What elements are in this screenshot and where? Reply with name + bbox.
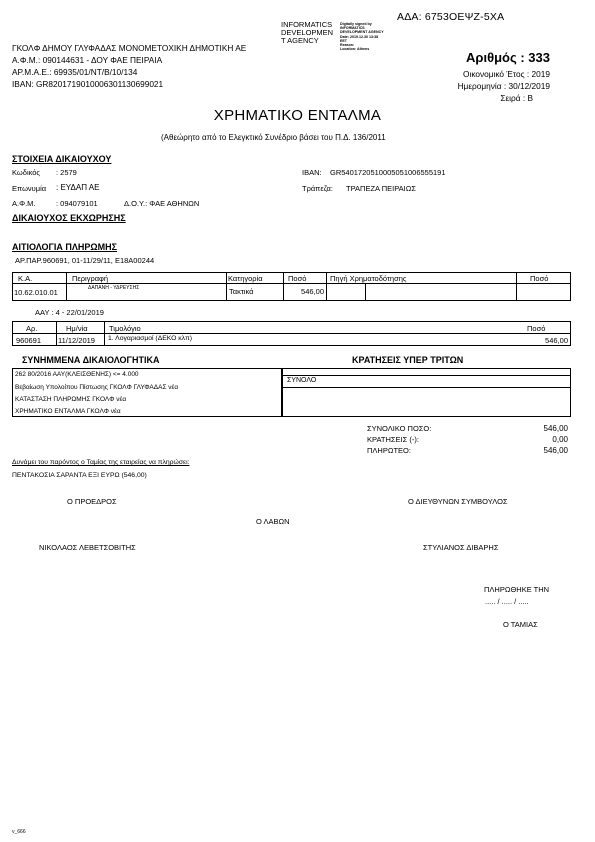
beneficiary-code-value: : 2579 <box>56 168 77 177</box>
beneficiary-iban-label: IBAN: <box>302 168 322 177</box>
fiscal-year: Οικονομικό Έτος : 2019 <box>463 69 550 79</box>
document-number: Αριθμός : 333 <box>466 50 550 65</box>
ceo-name: ΣΤΥΛΙΑΝΟΣ ΔΙΒΑΡΗΣ <box>423 543 499 552</box>
issuer-name: ΓΚΟΛΦ ΔΗΜΟΥ ΓΛΥΦΑΔΑΣ ΜΟΝΟΜΕΤΟΧΙΚΗ ΔΗΜΟΤΙΚΗ ΑΕ <box>12 43 247 53</box>
cashier-title: Ο ΤΑΜΙΑΣ <box>503 620 538 629</box>
document-title: ΧΡΗΜΑΤΙΚΟ ΕΝΤΑΛΜΑ <box>213 107 382 124</box>
beneficiary-name-label: Επωνυμία <box>12 184 47 193</box>
total-value: 546,00 <box>543 424 568 433</box>
col-header-ka: Κ.Α. <box>18 274 33 283</box>
footer-code: ν_666 <box>12 829 26 835</box>
attachments-heading: ΣΥΝΗΜΜΕΝΑ ΔΙΚΑΙΟΛΟΓΗΤΙΚΑ <box>22 355 160 365</box>
col-header-number: Αρ. <box>26 324 38 333</box>
beneficiary-iban-value: GR5401720510005051006555191 <box>330 168 446 177</box>
document-series: Σειρά : Β <box>500 93 533 103</box>
beneficiary-code-label: Κωδικός <box>12 168 41 177</box>
beneficiary-heading: ΣΤΟΙΧΕΙΑ ΔΙΚΑΙΟΥΧΟΥ <box>12 154 112 164</box>
col-header-category: Κατηγορία <box>228 274 263 283</box>
paid-label: ΠΛΗΡΩΘΗΚΕ ΤΗΝ <box>484 585 550 594</box>
total-label: ΣΥΝΟΛΙΚΟ ΠΟΣΟ: <box>367 424 432 433</box>
row-invoice: 1. Λογαριασμοί (ΔΕΚΟ κλπ) <box>108 335 193 342</box>
row-ka: 10.62.010.01 <box>14 288 58 297</box>
col-header-description: Περιγραφή <box>72 274 109 283</box>
attachment-item: ΚΑΤΑΣΤΑΣΗ ΠΛΗΡΩΜΗΣ ΓΚΟΛΦ νέα <box>15 396 127 403</box>
president-name: ΝΙΚΟΛΑΟΣ ΛΕΒΕΤΣΟΒΙΤΗΣ <box>39 543 136 552</box>
ceo-title: Ο ΔΙΕΥΘΥΝΩΝ ΣΥΜΒΟΥΛΟΣ <box>408 497 508 506</box>
deductions-heading: ΚΡΑΤΗΣΕΙΣ ΥΠΕΡ ΤΡΙΤΩΝ <box>352 355 464 365</box>
signature-stamp <box>281 21 401 53</box>
payable-value: 546,00 <box>543 446 568 455</box>
issuer-arma: ΑΡ.Μ.Α.Ε.: 69935/01/ΝΤ/Β/10/134 <box>12 67 138 77</box>
stamp-left-text: INFORMATICS DEVELOPMEN T AGENCY <box>281 20 334 45</box>
row-description: ΔΑΠΑΝΗ - ΥΔΡΕΥΣΗΣ <box>88 285 140 291</box>
col-header-invoice: Τιμολόγιο <box>109 324 141 333</box>
beneficiary-bank-value: ΤΡΑΠΕΖΑ ΠΕΙΡΑΙΩΣ <box>346 184 416 193</box>
col-header-date: Ημ/νία <box>66 324 88 333</box>
deductions-total-value: 0,00 <box>552 435 568 444</box>
row-invoice-amount: 546,00 <box>545 336 568 345</box>
ada-code: ΑΔΑ: 6753ΟΕΨΖ-5ΧΑ <box>397 11 505 23</box>
payment-instruction: Δυνάμει του παρόντος ο Ταμίας της εταιρείας να πληρώσει: <box>12 459 190 466</box>
aay-line: ΑΑΥ : 4 - 22/01/2019 <box>35 308 104 317</box>
beneficiary-afm-value: : 094079101 <box>56 199 98 208</box>
document-subtitle: (Αθεώρητο από το Ελεγκτικό Συνέδριο βάσει του Π.Δ. 136/2011 <box>161 133 386 142</box>
payment-heading: ΑΙΤΙΟΛΟΓΙΑ ΠΛΗΡΩΜΗΣ <box>12 242 118 252</box>
receiver-title: Ο ΛΑΒΩΝ <box>256 517 290 526</box>
row-category: Τακτικά <box>229 287 254 296</box>
col-header-funding-amount: Ποσό <box>530 274 549 283</box>
amount-in-words: ΠΕΝΤΑΚΟΣΙΑ ΣΑΡΑΝΤΑ ΕΞΙ ΕΥΡΩ (546,00) <box>12 472 147 479</box>
president-title: Ο ΠΡΟΕΔΡΟΣ <box>67 497 117 506</box>
row-date: 11/12/2019 <box>58 336 95 345</box>
beneficiary-afm-label: Α.Φ.Μ. <box>12 199 36 208</box>
issuer-iban: IBAN: GR8201719010006301130699021 <box>12 79 164 89</box>
deductions-total-label: ΚΡΑΤΗΣΕΙΣ (-): <box>367 435 419 444</box>
paid-date: ..... / ..... / ..... <box>485 597 529 606</box>
col-header-amount: Ποσό <box>288 274 307 283</box>
payable-label: ΠΛΗΡΩΤΕΟ: <box>367 446 411 455</box>
col-header-invoice-amount: Ποσό <box>527 324 546 333</box>
row-number: 960691 <box>16 336 42 345</box>
attachment-item: Βεβαίωση Υπολοίπου Πίστωσης ΓΚΟΛΦ ΓΛΥΦΑΔΑΣ νέα <box>15 384 179 391</box>
beneficiary-doy: Δ.Ο.Υ.: ΦΑΕ ΑΘΗΝΩΝ <box>124 199 200 208</box>
beneficiary-name-value: : ΕΥΔΑΠ ΑΕ <box>56 183 100 192</box>
document-date: Ημερομηνία : 30/12/2019 <box>457 81 550 91</box>
deductions-sum-label: ΣΥΝΟΛΟ <box>287 377 317 384</box>
col-header-funding-source: Πηγή Χρηματοδότησης <box>330 274 407 283</box>
beneficiary-bank-label: Τράπεζα: <box>302 184 333 193</box>
stamp-right-text: Digitally signed by INFORMATICS DEVELOPMENT AGENCY Date: 2019.12.30 13:38 EET Reason: Location: Athens <box>340 22 384 52</box>
attachment-item: 262 80/2016 ΑΑΥ(ΚΛΕΙΣΘΕΝΗΣ) <= 4.000 <box>15 371 139 378</box>
issuer-afm: Α.Φ.Μ.: 090144631 - ΔΟΥ ΦΑΕ ΠΕΙΡΑΙΑ <box>12 55 163 65</box>
row-amount: 546,00 <box>301 287 324 296</box>
attachment-item: ΧΡΗΜΑΤΙΚΟ ΕΝΤΑΛΜΑ ΓΚΟΛΦ νέα <box>15 408 121 415</box>
assignment-heading: ΔΙΚΑΙΟΥΧΟΣ ΕΚΧΩΡΗΣΗΣ <box>12 213 126 223</box>
payment-reference: ΑΡ.ΠΑΡ.960691, 01-11/29/11, Ε18Α00244 <box>15 256 155 265</box>
